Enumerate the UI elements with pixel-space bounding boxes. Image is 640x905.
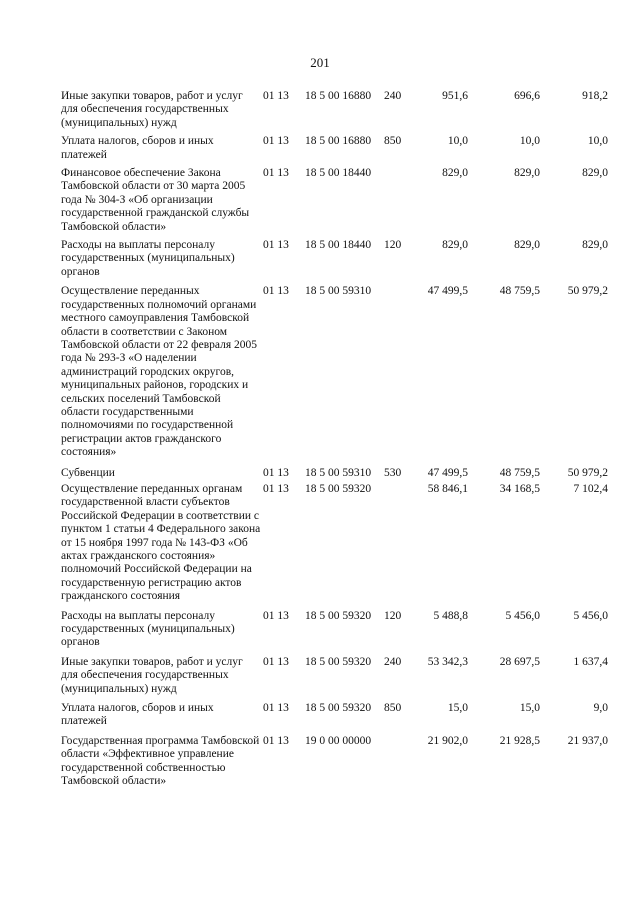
table-row [0, 735, 640, 789]
row-article: 18 5 00 18440 [305, 167, 372, 180]
row-amount-1: 47 499,5 [427, 285, 468, 298]
row-amount-2: 829,0 [514, 167, 540, 180]
table-row [0, 285, 640, 459]
row-section: 01 13 [263, 285, 289, 298]
row-amount-3: 7 102,4 [573, 482, 608, 495]
row-name: Осуществление переданных государственных полномочий органами местного самоуправления Тамбовской области в соответствии с Законом Тамбовской области от 22 февраля 2005 года № 293-З «О наделении администраций городских округов, муниципальных районов, городских и сельских поселений Тамбовской области государственными полномочиями по государственной регистрации актов гражданского состояния» [61, 285, 258, 459]
row-amount-1: 5 488,8 [433, 609, 468, 622]
table-row [0, 167, 640, 234]
row-type: 850 [384, 702, 402, 715]
row-article: 18 5 00 59320 [305, 609, 372, 622]
row-amount-3: 50 979,2 [567, 285, 608, 298]
row-name: Субвенции [61, 466, 115, 479]
row-amount-3: 1 637,4 [573, 655, 608, 668]
row-amount-1: 53 342,3 [427, 655, 468, 668]
row-amount-2: 34 168,5 [499, 482, 540, 495]
row-amount-2: 15,0 [519, 702, 540, 715]
row-name: Уплата налогов, сборов и иных платежей [61, 702, 214, 728]
row-type: 240 [384, 655, 402, 668]
table-row [0, 467, 640, 480]
row-article: 18 5 00 59320 [305, 702, 372, 715]
table-row [0, 483, 640, 604]
row-amount-3: 50 979,2 [567, 466, 608, 479]
row-name: Финансовое обеспечение Закона Тамбовской области от 30 марта 2005 года № 304-З «Об организации государственной гражданской службы Тамбовской области» [61, 167, 250, 233]
row-amount-1: 15,0 [447, 702, 468, 715]
row-amount-2: 48 759,5 [499, 285, 540, 298]
row-name: Осуществление переданных органам государственной власти субъектов Российской Федерации в соответствии с пунктом 1 статьи 4 Федерального закона от 15 ноября 1997 года № 143-ФЗ «Об актах гражданского состояния» полномочий Российской Федерации на государственную регистрацию актов гражданского состояния [61, 482, 261, 603]
row-section: 01 13 [263, 702, 289, 715]
row-amount-3: 918,2 [582, 90, 608, 102]
row-amount-2: 21 928,5 [499, 734, 540, 747]
row-amount-2: 28 697,5 [499, 655, 540, 668]
table-row [0, 656, 640, 696]
row-section: 01 13 [263, 90, 289, 102]
table-row [0, 90, 640, 130]
row-section: 01 13 [263, 609, 289, 622]
row-amount-1: 829,0 [442, 239, 468, 252]
table-row [0, 239, 640, 279]
row-amount-3: 9,0 [593, 702, 608, 715]
row-section: 01 13 [263, 655, 289, 668]
row-amount-1: 21 902,0 [427, 734, 468, 747]
budget-table [0, 90, 640, 789]
row-article: 18 5 00 18440 [305, 239, 372, 252]
row-amount-2: 10,0 [519, 135, 540, 148]
row-type: 120 [384, 609, 402, 622]
row-amount-1: 951,6 [442, 90, 468, 102]
row-article: 18 5 00 16880 [305, 135, 372, 148]
row-article: 18 5 00 59310 [305, 466, 372, 479]
row-article: 19 0 00 00000 [305, 734, 372, 747]
table-row [0, 135, 640, 162]
table-row [0, 610, 640, 650]
row-amount-1: 10,0 [447, 135, 468, 148]
row-type: 240 [384, 90, 402, 102]
row-name: Расходы на выплаты персоналу государственных (муниципальных) органов [61, 609, 235, 649]
row-amount-2: 829,0 [514, 239, 540, 252]
row-type: 120 [384, 239, 402, 252]
row-article: 18 5 00 59320 [305, 482, 372, 495]
row-type: 530 [384, 466, 402, 479]
row-amount-2: 48 759,5 [499, 466, 540, 479]
row-article: 18 5 00 59310 [305, 285, 372, 298]
row-section: 01 13 [263, 734, 289, 747]
row-section: 01 13 [263, 167, 289, 180]
row-name: Иные закупки товаров, работ и услуг для обеспечения государственных (муниципальных) нужд [61, 90, 243, 129]
row-amount-1: 829,0 [442, 167, 468, 180]
row-name: Уплата налогов, сборов и иных платежей [61, 135, 214, 161]
row-type: 850 [384, 135, 402, 148]
row-article: 18 5 00 59320 [305, 655, 372, 668]
page-number: 201 [310, 55, 330, 70]
row-amount-3: 5 456,0 [573, 609, 608, 622]
row-amount-1: 47 499,5 [427, 466, 468, 479]
row-section: 01 13 [263, 239, 289, 252]
row-section: 01 13 [263, 466, 289, 479]
row-amount-3: 10,0 [587, 135, 608, 148]
row-amount-2: 5 456,0 [505, 609, 540, 622]
row-article: 18 5 00 16880 [305, 90, 372, 102]
row-amount-3: 21 937,0 [567, 734, 608, 747]
row-amount-3: 829,0 [582, 239, 608, 252]
table-row [0, 702, 640, 729]
row-section: 01 13 [263, 135, 289, 148]
row-amount-2: 696,6 [514, 90, 540, 102]
row-name: Государственная программа Тамбовской области «Эффективное управление государственной собственностью Тамбовской области» [61, 734, 260, 788]
row-amount-1: 58 846,1 [427, 482, 468, 495]
row-amount-3: 829,0 [582, 167, 608, 180]
row-name: Расходы на выплаты персоналу государственных (муниципальных) органов [61, 239, 235, 278]
row-section: 01 13 [263, 482, 289, 495]
row-name: Иные закупки товаров, работ и услуг для обеспечения государственных (муниципальных) нужд [61, 655, 243, 695]
